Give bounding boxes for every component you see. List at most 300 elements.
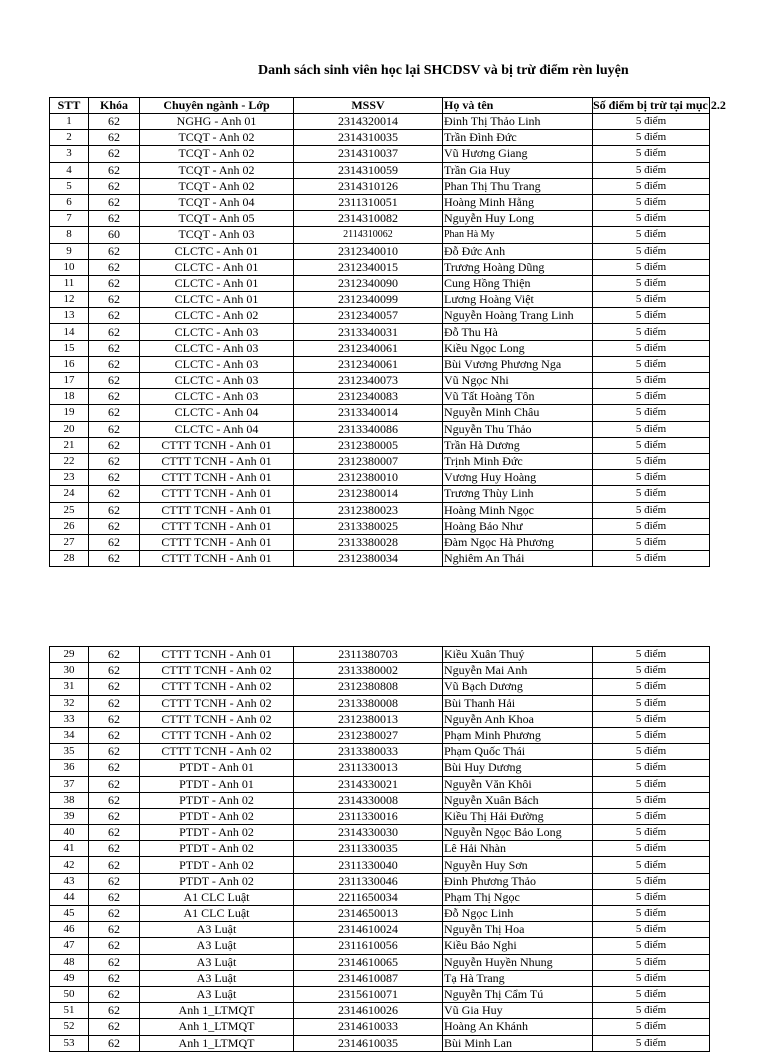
- cell-khoa: 62: [89, 389, 140, 405]
- cell-so-diem: 5 điểm: [593, 502, 710, 518]
- cell-khoa: 62: [89, 178, 140, 194]
- table-row: [50, 808, 710, 824]
- header-chuyen-nganh: Chuyên ngành - Lớp: [140, 98, 294, 114]
- cell-khoa: 62: [89, 340, 140, 356]
- cell-ho-ten: Trương Hoàng Dũng: [443, 259, 593, 275]
- table-row: [50, 663, 710, 679]
- cell-chuyen-nganh: CLCTC - Anh 03: [140, 356, 294, 372]
- cell-stt: 52: [50, 1019, 89, 1035]
- cell-mssv: 2314330021: [294, 776, 443, 792]
- cell-mssv: 2312340015: [294, 259, 443, 275]
- cell-ho-ten: Nguyễn Huyền Nhung: [443, 954, 593, 970]
- table-row: [50, 259, 710, 275]
- cell-khoa: 62: [89, 857, 140, 873]
- cell-chuyen-nganh: CLCTC - Anh 04: [140, 405, 294, 421]
- cell-chuyen-nganh: PTDT - Anh 01: [140, 776, 294, 792]
- cell-so-diem: 5 điểm: [593, 259, 710, 275]
- cell-khoa: 62: [89, 211, 140, 227]
- cell-chuyen-nganh: NGHG - Anh 01: [140, 114, 294, 130]
- cell-stt: 50: [50, 986, 89, 1002]
- cell-stt: 35: [50, 744, 89, 760]
- cell-stt: 30: [50, 663, 89, 679]
- cell-mssv: 2311330040: [294, 857, 443, 873]
- table-row: [50, 906, 710, 922]
- cell-khoa: 62: [89, 243, 140, 259]
- table-row: [50, 518, 710, 534]
- cell-mssv: 2314610087: [294, 970, 443, 986]
- header-mssv: MSSV: [294, 98, 443, 114]
- table-row: [50, 825, 710, 841]
- cell-so-diem: 5 điểm: [593, 534, 710, 550]
- table-row: [50, 534, 710, 550]
- cell-so-diem: 5 điểm: [593, 873, 710, 889]
- cell-stt: 48: [50, 954, 89, 970]
- cell-chuyen-nganh: CLCTC - Anh 03: [140, 373, 294, 389]
- cell-chuyen-nganh: CTTT TCNH - Anh 01: [140, 453, 294, 469]
- cell-chuyen-nganh: CLCTC - Anh 03: [140, 389, 294, 405]
- cell-khoa: 62: [89, 453, 140, 469]
- cell-chuyen-nganh: PTDT - Anh 02: [140, 792, 294, 808]
- table-row: [50, 922, 710, 938]
- cell-chuyen-nganh: TCQT - Anh 02: [140, 130, 294, 146]
- cell-stt: 53: [50, 1035, 89, 1051]
- cell-ho-ten: Nguyễn Anh Khoa: [443, 711, 593, 727]
- cell-ho-ten: Bùi Thanh Hải: [443, 695, 593, 711]
- cell-ho-ten: Kiều Ngọc Long: [443, 340, 593, 356]
- cell-stt: 43: [50, 873, 89, 889]
- cell-khoa: 62: [89, 792, 140, 808]
- cell-so-diem: 5 điểm: [593, 727, 710, 743]
- cell-stt: 20: [50, 421, 89, 437]
- cell-stt: 27: [50, 534, 89, 550]
- cell-mssv: 2312380005: [294, 437, 443, 453]
- cell-chuyen-nganh: CLCTC - Anh 04: [140, 421, 294, 437]
- cell-mssv: 2314610026: [294, 1003, 443, 1019]
- cell-stt: 49: [50, 970, 89, 986]
- cell-stt: 33: [50, 711, 89, 727]
- cell-so-diem: 5 điểm: [593, 470, 710, 486]
- table-row: [50, 938, 710, 954]
- cell-stt: 28: [50, 551, 89, 567]
- cell-khoa: 62: [89, 825, 140, 841]
- cell-mssv: 2312380010: [294, 470, 443, 486]
- cell-stt: 41: [50, 841, 89, 857]
- cell-ho-ten: Trịnh Minh Đức: [443, 453, 593, 469]
- table-row: [50, 389, 710, 405]
- cell-ho-ten: Nguyễn Thị Cẩm Tú: [443, 986, 593, 1002]
- table-row: [50, 647, 710, 663]
- cell-so-diem: 5 điểm: [593, 744, 710, 760]
- cell-so-diem: 5 điểm: [593, 324, 710, 340]
- cell-stt: 45: [50, 906, 89, 922]
- cell-chuyen-nganh: CTTT TCNH - Anh 01: [140, 518, 294, 534]
- table-row: [50, 679, 710, 695]
- cell-mssv: 2312340090: [294, 275, 443, 291]
- cell-ho-ten: Vũ Bạch Dương: [443, 679, 593, 695]
- cell-ho-ten: Nguyễn Ngọc Bảo Long: [443, 825, 593, 841]
- cell-ho-ten: Trần Đình Đức: [443, 130, 593, 146]
- cell-khoa: 62: [89, 502, 140, 518]
- cell-khoa: 62: [89, 308, 140, 324]
- cell-khoa: 62: [89, 841, 140, 857]
- table-row: [50, 744, 710, 760]
- cell-mssv: 2312380034: [294, 551, 443, 567]
- cell-ho-ten: Trần Gia Huy: [443, 162, 593, 178]
- cell-stt: 17: [50, 373, 89, 389]
- table-row: [50, 130, 710, 146]
- cell-khoa: 62: [89, 1035, 140, 1051]
- table-header-row: [50, 98, 710, 114]
- cell-mssv: 2312380808: [294, 679, 443, 695]
- cell-ho-ten: Trần Hà Dương: [443, 437, 593, 453]
- cell-mssv: 2314610035: [294, 1035, 443, 1051]
- cell-chuyen-nganh: TCQT - Anh 02: [140, 146, 294, 162]
- cell-khoa: 62: [89, 421, 140, 437]
- cell-khoa: 62: [89, 906, 140, 922]
- cell-chuyen-nganh: CTTT TCNH - Anh 01: [140, 502, 294, 518]
- table-row: [50, 373, 710, 389]
- cell-stt: 44: [50, 889, 89, 905]
- table-row: [50, 405, 710, 421]
- cell-mssv: 2314330008: [294, 792, 443, 808]
- cell-khoa: 62: [89, 470, 140, 486]
- cell-chuyen-nganh: PTDT - Anh 01: [140, 760, 294, 776]
- cell-mssv: 2312340061: [294, 340, 443, 356]
- cell-stt: 38: [50, 792, 89, 808]
- cell-mssv: 2314650013: [294, 906, 443, 922]
- cell-mssv: 2313340014: [294, 405, 443, 421]
- cell-khoa: 62: [89, 114, 140, 130]
- cell-khoa: 62: [89, 551, 140, 567]
- cell-stt: 9: [50, 243, 89, 259]
- cell-stt: 1: [50, 114, 89, 130]
- cell-khoa: 62: [89, 486, 140, 502]
- cell-so-diem: 5 điểm: [593, 243, 710, 259]
- cell-khoa: 62: [89, 130, 140, 146]
- cell-khoa: 62: [89, 534, 140, 550]
- cell-khoa: 62: [89, 162, 140, 178]
- cell-stt: 8: [50, 227, 89, 243]
- table-row: [50, 954, 710, 970]
- table-row: [50, 162, 710, 178]
- table-row: [50, 437, 710, 453]
- table-row: [50, 146, 710, 162]
- cell-khoa: 62: [89, 324, 140, 340]
- cell-stt: 11: [50, 275, 89, 291]
- cell-stt: 13: [50, 308, 89, 324]
- cell-so-diem: 5 điểm: [593, 356, 710, 372]
- cell-khoa: 62: [89, 663, 140, 679]
- cell-ho-ten: Phan Hà My: [443, 227, 593, 243]
- cell-so-diem: 5 điểm: [593, 292, 710, 308]
- cell-ho-ten: Đỗ Thu Hà: [443, 324, 593, 340]
- cell-chuyen-nganh: CTTT TCNH - Anh 02: [140, 695, 294, 711]
- cell-mssv: 2312340083: [294, 389, 443, 405]
- cell-stt: 22: [50, 453, 89, 469]
- cell-khoa: 62: [89, 727, 140, 743]
- cell-chuyen-nganh: CLCTC - Anh 03: [140, 340, 294, 356]
- cell-so-diem: 5 điểm: [593, 227, 710, 243]
- cell-stt: 7: [50, 211, 89, 227]
- cell-khoa: 60: [89, 227, 140, 243]
- cell-khoa: 62: [89, 889, 140, 905]
- table-row: [50, 356, 710, 372]
- cell-so-diem: 5 điểm: [593, 679, 710, 695]
- cell-so-diem: 5 điểm: [593, 340, 710, 356]
- cell-so-diem: 5 điểm: [593, 551, 710, 567]
- cell-khoa: 62: [89, 405, 140, 421]
- table-row: [50, 551, 710, 567]
- cell-chuyen-nganh: CLCTC - Anh 01: [140, 243, 294, 259]
- table-row: [50, 114, 710, 130]
- table-row: [50, 986, 710, 1002]
- cell-khoa: 62: [89, 275, 140, 291]
- cell-chuyen-nganh: Anh 1_LTMQT: [140, 1035, 294, 1051]
- table-row: [50, 227, 710, 243]
- cell-mssv: 2312380007: [294, 453, 443, 469]
- header-stt: STT: [50, 98, 89, 114]
- cell-khoa: 62: [89, 808, 140, 824]
- cell-stt: 21: [50, 437, 89, 453]
- cell-so-diem: 5 điểm: [593, 760, 710, 776]
- cell-chuyen-nganh: A3 Luật: [140, 986, 294, 1002]
- cell-stt: 23: [50, 470, 89, 486]
- cell-stt: 26: [50, 518, 89, 534]
- cell-stt: 3: [50, 146, 89, 162]
- cell-so-diem: 5 điểm: [593, 178, 710, 194]
- cell-so-diem: 5 điểm: [593, 308, 710, 324]
- cell-chuyen-nganh: TCQT - Anh 02: [140, 162, 294, 178]
- cell-stt: 25: [50, 502, 89, 518]
- cell-chuyen-nganh: CTTT TCNH - Anh 01: [140, 437, 294, 453]
- cell-stt: 46: [50, 922, 89, 938]
- cell-so-diem: 5 điểm: [593, 405, 710, 421]
- cell-ho-ten: Trương Thùy Linh: [443, 486, 593, 502]
- cell-chuyen-nganh: CTTT TCNH - Anh 02: [140, 679, 294, 695]
- cell-stt: 14: [50, 324, 89, 340]
- cell-so-diem: 5 điểm: [593, 518, 710, 534]
- cell-so-diem: 5 điểm: [593, 373, 710, 389]
- cell-stt: 42: [50, 857, 89, 873]
- cell-mssv: 2311330013: [294, 760, 443, 776]
- table-row: [50, 178, 710, 194]
- cell-khoa: 62: [89, 986, 140, 1002]
- cell-khoa: 62: [89, 776, 140, 792]
- cell-mssv: 2314610033: [294, 1019, 443, 1035]
- cell-chuyen-nganh: CLCTC - Anh 01: [140, 292, 294, 308]
- cell-stt: 2: [50, 130, 89, 146]
- cell-khoa: 62: [89, 1019, 140, 1035]
- cell-so-diem: 5 điểm: [593, 695, 710, 711]
- cell-stt: 5: [50, 178, 89, 194]
- table-row: [50, 211, 710, 227]
- document-title: Danh sách sinh viên học lại SHCDSV và bị trừ điểm rèn luyện: [258, 63, 629, 78]
- cell-ho-ten: Bùi Vương Phương Nga: [443, 356, 593, 372]
- cell-ho-ten: Nguyễn Minh Châu: [443, 405, 593, 421]
- cell-mssv: 2312340010: [294, 243, 443, 259]
- cell-chuyen-nganh: CTTT TCNH - Anh 01: [140, 486, 294, 502]
- header-khoa: Khóa: [89, 98, 140, 114]
- cell-mssv: 2314310126: [294, 178, 443, 194]
- cell-ho-ten: Kiều Xuân Thuý: [443, 647, 593, 663]
- cell-chuyen-nganh: CTTT TCNH - Anh 01: [140, 470, 294, 486]
- cell-ho-ten: Vũ Tất Hoàng Tôn: [443, 389, 593, 405]
- cell-ho-ten: Vũ Hương Giang: [443, 146, 593, 162]
- cell-mssv: 2314610024: [294, 922, 443, 938]
- cell-so-diem: 5 điểm: [593, 906, 710, 922]
- cell-mssv: 2314310035: [294, 130, 443, 146]
- cell-mssv: 2311380703: [294, 647, 443, 663]
- table-row: [50, 695, 710, 711]
- cell-khoa: 62: [89, 760, 140, 776]
- cell-ho-ten: Nguyễn Xuân Bách: [443, 792, 593, 808]
- cell-mssv: 2314320014: [294, 114, 443, 130]
- cell-mssv: 2313340086: [294, 421, 443, 437]
- cell-mssv: 2312380014: [294, 486, 443, 502]
- cell-khoa: 62: [89, 1003, 140, 1019]
- cell-mssv: 2315610071: [294, 986, 443, 1002]
- cell-stt: 34: [50, 727, 89, 743]
- cell-mssv: 2314330030: [294, 825, 443, 841]
- cell-mssv: 2314310059: [294, 162, 443, 178]
- cell-ho-ten: Lương Hoàng Việt: [443, 292, 593, 308]
- cell-khoa: 62: [89, 518, 140, 534]
- student-table-page-2: [49, 646, 710, 1052]
- cell-stt: 15: [50, 340, 89, 356]
- cell-so-diem: 5 điểm: [593, 954, 710, 970]
- cell-so-diem: 5 điểm: [593, 841, 710, 857]
- cell-khoa: 62: [89, 922, 140, 938]
- cell-mssv: 2313380028: [294, 534, 443, 550]
- cell-mssv: 2314310082: [294, 211, 443, 227]
- table-row: [50, 470, 710, 486]
- table-row: [50, 1035, 710, 1051]
- cell-mssv: 2313380008: [294, 695, 443, 711]
- cell-stt: 24: [50, 486, 89, 502]
- cell-khoa: 62: [89, 292, 140, 308]
- cell-khoa: 62: [89, 356, 140, 372]
- cell-mssv: 2313380002: [294, 663, 443, 679]
- table-row: [50, 873, 710, 889]
- table-row: [50, 308, 710, 324]
- cell-so-diem: 5 điểm: [593, 1019, 710, 1035]
- cell-so-diem: 5 điểm: [593, 647, 710, 663]
- cell-khoa: 62: [89, 437, 140, 453]
- table-row: [50, 792, 710, 808]
- cell-so-diem: 5 điểm: [593, 857, 710, 873]
- cell-stt: 19: [50, 405, 89, 421]
- cell-chuyen-nganh: PTDT - Anh 02: [140, 857, 294, 873]
- cell-so-diem: 5 điểm: [593, 663, 710, 679]
- cell-chuyen-nganh: CLCTC - Anh 01: [140, 259, 294, 275]
- cell-mssv: 2311610056: [294, 938, 443, 954]
- cell-ho-ten: Phạm Minh Phương: [443, 727, 593, 743]
- cell-so-diem: 5 điểm: [593, 808, 710, 824]
- cell-ho-ten: Bùi Huy Dương: [443, 760, 593, 776]
- table-row: [50, 243, 710, 259]
- table-row: [50, 841, 710, 857]
- cell-so-diem: 5 điểm: [593, 1003, 710, 1019]
- cell-ho-ten: Nghiêm An Thái: [443, 551, 593, 567]
- cell-ho-ten: Tạ Hà Trang: [443, 970, 593, 986]
- cell-chuyen-nganh: PTDT - Anh 02: [140, 808, 294, 824]
- cell-mssv: 2312380027: [294, 727, 443, 743]
- table-row: [50, 486, 710, 502]
- cell-so-diem: 5 điểm: [593, 453, 710, 469]
- cell-chuyen-nganh: TCQT - Anh 04: [140, 194, 294, 210]
- cell-ho-ten: Nguyễn Mai Anh: [443, 663, 593, 679]
- cell-mssv: 2312340057: [294, 308, 443, 324]
- table-row: [50, 340, 710, 356]
- cell-ho-ten: Đàm Ngọc Hà Phương: [443, 534, 593, 550]
- cell-khoa: 62: [89, 954, 140, 970]
- table-row: [50, 194, 710, 210]
- cell-chuyen-nganh: CTTT TCNH - Anh 02: [140, 711, 294, 727]
- cell-ho-ten: Hoàng An Khánh: [443, 1019, 593, 1035]
- cell-khoa: 62: [89, 695, 140, 711]
- cell-mssv: 2311330046: [294, 873, 443, 889]
- cell-stt: 47: [50, 938, 89, 954]
- cell-mssv: 2312340061: [294, 356, 443, 372]
- header-so-diem: Số điểm bị trừ tại mục 2.2: [593, 98, 726, 112]
- cell-ho-ten: Hoàng Minh Hằng: [443, 194, 593, 210]
- cell-so-diem: 5 điểm: [593, 776, 710, 792]
- cell-stt: 6: [50, 194, 89, 210]
- table-row: [50, 711, 710, 727]
- cell-chuyen-nganh: TCQT - Anh 05: [140, 211, 294, 227]
- cell-ho-ten: Hoàng Minh Ngọc: [443, 502, 593, 518]
- cell-chuyen-nganh: A3 Luật: [140, 922, 294, 938]
- student-table-page-1: [49, 97, 726, 567]
- cell-stt: 51: [50, 1003, 89, 1019]
- cell-ho-ten: Phan Thị Thu Trang: [443, 178, 593, 194]
- cell-so-diem: 5 điểm: [593, 389, 710, 405]
- cell-chuyen-nganh: PTDT - Anh 02: [140, 841, 294, 857]
- cell-chuyen-nganh: A1 CLC Luật: [140, 906, 294, 922]
- cell-stt: 37: [50, 776, 89, 792]
- table-row: [50, 275, 710, 291]
- table-row: [50, 1003, 710, 1019]
- cell-mssv: 2312340099: [294, 292, 443, 308]
- cell-ho-ten: Nguyễn Thị Hoa: [443, 922, 593, 938]
- cell-ho-ten: Vũ Ngọc Nhi: [443, 373, 593, 389]
- cell-so-diem: 5 điểm: [593, 162, 710, 178]
- cell-khoa: 62: [89, 744, 140, 760]
- cell-ho-ten: Lê Hải Nhàn: [443, 841, 593, 857]
- cell-so-diem: 5 điểm: [593, 970, 710, 986]
- table-row: [50, 889, 710, 905]
- cell-mssv: 2313340031: [294, 324, 443, 340]
- table-row: [50, 421, 710, 437]
- cell-stt: 16: [50, 356, 89, 372]
- cell-khoa: 62: [89, 873, 140, 889]
- cell-chuyen-nganh: TCQT - Anh 02: [140, 178, 294, 194]
- table-row: [50, 324, 710, 340]
- cell-khoa: 62: [89, 194, 140, 210]
- cell-ho-ten: Phạm Thị Ngọc: [443, 889, 593, 905]
- cell-khoa: 62: [89, 711, 140, 727]
- cell-so-diem: 5 điểm: [593, 146, 710, 162]
- cell-stt: 39: [50, 808, 89, 824]
- cell-so-diem: 5 điểm: [593, 986, 710, 1002]
- cell-ho-ten: Đỗ Đức Anh: [443, 243, 593, 259]
- cell-mssv: 2311310051: [294, 194, 443, 210]
- cell-ho-ten: Đinh Thị Thảo Linh: [443, 114, 593, 130]
- cell-stt: 31: [50, 679, 89, 695]
- cell-mssv: 2312380023: [294, 502, 443, 518]
- table-row: [50, 760, 710, 776]
- cell-so-diem: 5 điểm: [593, 792, 710, 808]
